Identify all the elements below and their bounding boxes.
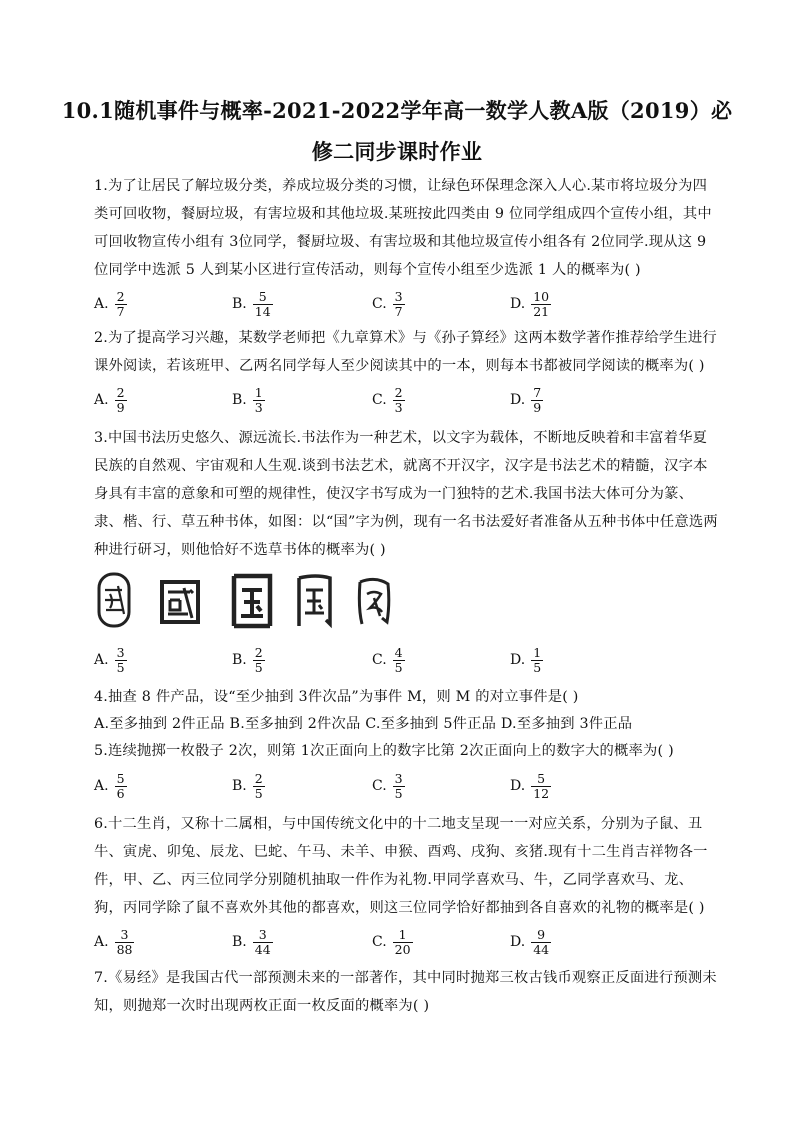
cursive-script-glyph (354, 568, 394, 632)
q6-line: 狗，丙同学除了鼠不喜欢外其他的都喜欢，则这三位同学恰好都抽到各自喜欢的礼物的概率是( ) (94, 900, 705, 916)
option-a: A. $\frac{3}{88}$ (94, 926, 133, 957)
question-2-text (94, 324, 717, 380)
q2-line: 2.为了提高学习兴趣，某数学老师把《九章算术》与《孙子算经》这两本数学著作推荐给学生进行 (94, 330, 717, 346)
running-script-glyph (292, 568, 336, 632)
q3-line: 身具有丰富的意象和可塑的规律性，使汉字书写成为一门独特的艺术.我国书法大体可分为篆、 (94, 486, 694, 502)
q3-line: 3.中国书法历史悠久、源远流长.书法作为一种艺术，以文字为载体，不断地反映着和丰富着华夏 (94, 430, 708, 446)
option-a: A. $\frac{2}{9}$ (94, 384, 125, 415)
question-3-options (94, 640, 714, 680)
question-3-text (94, 424, 718, 564)
option-d: D. $\frac{10}{21}$ (510, 288, 550, 319)
option-c: C. $\frac{1}{20}$ (372, 926, 411, 957)
calligraphy-figure (96, 568, 396, 632)
question-5-text: 5.连续抛掷一枚骰子 2次，则第 1次正面向上的数字比第 2次正面向上的数字大的概率为( ) (94, 743, 674, 759)
option-a: A. $\frac{2}{7}$ (94, 288, 125, 319)
question-4-options: A.至多抽到 2件正品 B.至多抽到 2件次品 C.至多抽到 5件正品 D.至多抽到 3件正品 (94, 716, 633, 732)
q7-line: 知，则抛郑一次时出现两枚正面一枚反面的概率为( ) (94, 998, 430, 1014)
regular-script-glyph (228, 568, 276, 632)
q1-line: 1.为了让居民了解垃圾分类，养成垃圾分类的习惯，让绿色环保理念深入人心.某市将垃圾分为四 (94, 178, 708, 194)
option-c: C. $\frac{3}{5}$ (372, 770, 403, 801)
q3-line: 种进行研习，则他恰好不选草书体的概率为( ) (94, 542, 386, 558)
option-c: C. $\frac{4}{5}$ (372, 644, 403, 675)
question-4-text: 4.抽查 8 件产品，设“至少抽到 3件次品”为事件 M，则 M 的对立事件是( ) (94, 689, 579, 705)
q1-line: 可回收物宣传小组有 3位同学，餐厨垃圾、有害垃圾和其他垃圾宣传小组各有 2位同学.现从这 9 (94, 234, 707, 250)
option-d: D. $\frac{1}{5}$ (510, 644, 542, 675)
q1-line: 类可回收物，餐厨垃圾，有害垃圾和其他垃圾.某班按此四类由 9 位同学组成四个宣传小组，其中 (94, 206, 712, 222)
clerical-script-glyph (158, 568, 202, 632)
option-b: B. $\frac{5}{14}$ (232, 288, 271, 319)
question-7-text (94, 964, 717, 1020)
seal-script-glyph (96, 568, 132, 632)
option-d: D. $\frac{9}{44}$ (510, 926, 550, 957)
q6-line: 6.十二生肖，又称十二属相，与中国传统文化中的十二地支呈现一一对应关系，分别为子鼠、丑 (94, 816, 703, 832)
question-6-options (94, 922, 714, 962)
option-d: D. $\frac{5}{12}$ (510, 770, 550, 801)
question-5-options (94, 766, 714, 806)
q3-line: 隶、楷、行、草五种书体，如图：以“国”字为例，现有一名书法爱好者准备从五种书体中任意选两 (94, 514, 718, 530)
q3-line: 民族的自然观、宇宙观和人生观.谈到书法艺术，就离不开汉字，汉字是书法艺术的精髓，汉字本 (94, 458, 708, 474)
option-c: C. $\frac{3}{7}$ (372, 288, 403, 319)
q2-line: 课外阅读，若该班甲、乙两名同学每人至少阅读其中的一本，则每本书都被同学阅读的概率为( ) (94, 358, 705, 374)
question-2-options (94, 380, 714, 420)
option-c: C. $\frac{2}{3}$ (372, 384, 403, 415)
option-a: A. $\frac{3}{5}$ (94, 644, 125, 675)
q7-line: 7.《易经》是我国古代一部预测未来的一部著作，其中同时抛郑三枚古钱币观察正反面进行预测未 (94, 970, 717, 986)
option-b: B. $\frac{1}{3}$ (232, 384, 263, 415)
q1-line: 位同学中选派 5 人到某小区进行宣传活动，则每个宣传小组至少选派 1 人的概率为( ) (94, 262, 641, 278)
q6-line: 件，甲、乙、丙三位同学分别随机抽取一件作为礼物.甲同学喜欢马、牛，乙同学喜欢马、龙、 (94, 872, 694, 888)
question-1-options (94, 284, 714, 324)
option-b: B. $\frac{2}{5}$ (232, 770, 263, 801)
question-6-text (94, 810, 708, 922)
document-title-line2: 修二同步课时作业 (311, 139, 483, 164)
option-b: B. $\frac{3}{44}$ (232, 926, 271, 957)
option-a: A. $\frac{5}{6}$ (94, 770, 125, 801)
option-b: B. $\frac{2}{5}$ (232, 644, 263, 675)
document-title-line1: 10.1随机事件与概率-2021-2022学年高一数学人教A版（2019）必 (61, 98, 733, 123)
question-1-text (94, 172, 712, 284)
option-d: D. $\frac{7}{9}$ (510, 384, 542, 415)
q6-line: 牛、寅虎、卯兔、辰龙、巳蛇、午马、未羊、申猴、酉鸡、戌狗、亥猪.现有十二生肖吉祥物各一 (94, 844, 708, 860)
